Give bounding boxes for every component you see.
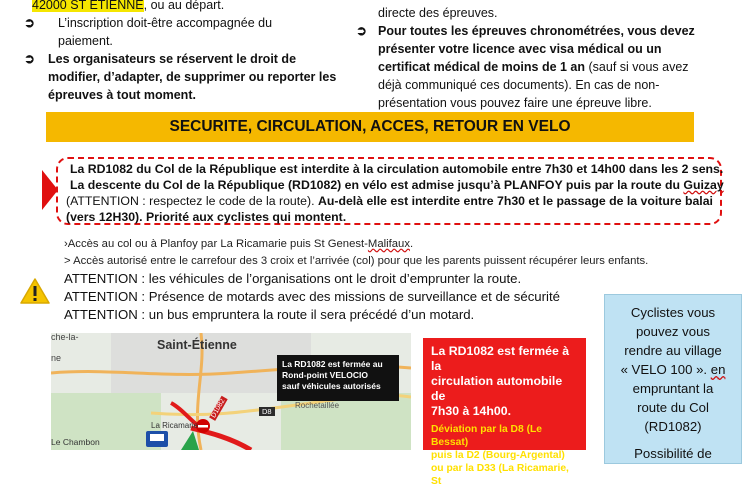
blue-box-line7: (RD1082): [644, 419, 702, 434]
route-map: [51, 333, 411, 450]
medical-cert-rest: (sauf si vous avez: [585, 60, 689, 74]
closure-red-panel: [423, 338, 586, 487]
bullet2-line3: épreuves à tout moment.: [48, 88, 196, 102]
red-panel-dev2: puis la D2 (Bourg-Argental): [431, 450, 565, 461]
arrow-bullet-icon: ➲: [356, 23, 367, 38]
notice-line3-plain: (ATTENTION : respectez le code de la route).: [66, 194, 318, 208]
map-callout-line3: sauf véhicules autorisés: [282, 381, 381, 391]
section-title-bar: [46, 112, 694, 142]
map-label-ne: ne: [51, 353, 62, 363]
notice-line2-text: La descente du Col de la République (RD1082) en vélo est admise jusqu’à PLANFOY puis par la route du: [70, 178, 684, 192]
access-line1-text: ›Accès au col ou à Planfoy par La Ricamarie puis St Genest-: [64, 238, 368, 250]
access-malifaux: Malifaux: [367, 238, 410, 250]
medical-cert-bold: certificat médical de moins de 1 an: [378, 60, 586, 74]
attention-line3: ATTENTION : un bus empruntera la route il sera précédé d’un motard.: [64, 307, 475, 322]
notice-line4: (vers 12H30). Priorité aux cyclistes qui montent.: [66, 210, 347, 224]
access-line1: [64, 236, 413, 252]
blue-box-line6: route du Col: [637, 400, 709, 415]
attention-line1: ATTENTION : les véhicules de l’organisations ont le droit d’emprunter la route.: [64, 271, 522, 286]
bullet1-line2: paiement.: [58, 34, 113, 48]
notice-line3-bold: Au-delà elle est interdite entre 7h30 et le passage de la voiture balai: [317, 194, 713, 208]
blue-box-en: en: [710, 362, 726, 377]
notice-line3: [66, 193, 713, 209]
right-bullet-line4: déjà communiqué ces documents). En cas de non-: [378, 78, 660, 92]
notice-line1: La RD1082 du Col de la République est interdite à la circulation automobile entre 7h30 et 14h00 dans les 2 sens.: [70, 162, 724, 176]
map-road-d8: D8: [259, 407, 275, 416]
blue-box-line4: [605, 360, 741, 379]
notice-line2: [70, 177, 724, 193]
map-callout-line2: Rond-point VELOCIO: [282, 370, 368, 380]
blue-box-line2: pouvez vous: [635, 324, 711, 339]
right-bullet-line5: présentation vous pouvez faire une épreuve libre.: [378, 96, 652, 110]
section-title: SECURITE, CIRCULATION, ACCES, RETOUR EN VELO: [169, 118, 571, 135]
map-road-d1082: D1082: [210, 397, 227, 420]
red-panel-title2: circulation automobile de: [431, 374, 563, 403]
map-label-chambon: Le Chambon: [51, 437, 100, 447]
bullet2-line2: modifier, d’adapter, de supprimer ou reporter les: [48, 70, 337, 84]
blue-box-line1: Cyclistes vous: [630, 305, 716, 320]
red-panel-title3: 7h30 à 14h00.: [431, 404, 511, 418]
arrow-bullet-icon: ➲: [24, 51, 35, 66]
map-callout: [277, 355, 399, 401]
right-line0: directe des épreuves.: [378, 6, 498, 20]
notice-guizay: Guizay: [683, 178, 724, 192]
red-panel-dev1: Déviation par la D8 (Le Bessat): [431, 424, 543, 448]
map-callout-line1: La RD1082 est fermée au: [282, 359, 383, 369]
map-label-rochetaillee: Rochetaillée: [295, 401, 340, 410]
map-label-che: che-la-: [51, 333, 79, 342]
access-line2: > Accès autorisé entre le carrefour des 3 croix et l’arrivée (col) pour que les parents puissent récupérer leurs enfants.: [64, 255, 649, 267]
velo100-label: « VELO 100 ».: [620, 362, 711, 377]
blue-box-line5: empruntant la: [632, 381, 714, 396]
right-bullet-line3: [378, 58, 689, 76]
bullet2-line1: Les organisateurs se réservent le droit de: [48, 52, 297, 66]
red-panel-dev3: ou par la D33 (La Ricamarie, St: [431, 463, 569, 487]
access-line1-end: .: [410, 238, 414, 250]
bullet1-line1: L’inscription doit-être accompagnée du: [58, 16, 273, 30]
attention-line2: ATTENTION : Présence de motards avec des missions de surveillance et de sécurité: [64, 289, 560, 304]
address-line: [32, 0, 224, 14]
blue-box-line3: rendre au village: [624, 343, 722, 358]
map-city-label: Saint-Étienne: [157, 338, 237, 352]
blue-box-line8: Possibilité de: [634, 446, 712, 461]
address-rest: , ou au départ.: [143, 0, 225, 12]
red-panel-title1: La RD1082 est fermée à la: [431, 344, 570, 373]
address-highlight: 42000 ST ETIENNE: [32, 0, 144, 12]
map-label-ricamarie: La Ricamarie: [151, 421, 199, 430]
warning-icon: [20, 277, 50, 305]
right-bullet-line1: Pour toutes les épreuves chronométrées, vous devez: [378, 24, 695, 38]
arrow-bullet-icon: ➲: [24, 15, 35, 30]
right-bullet-line2: présenter votre licence avec visa médical ou un: [378, 42, 662, 56]
cyclists-info-box: [604, 294, 742, 464]
